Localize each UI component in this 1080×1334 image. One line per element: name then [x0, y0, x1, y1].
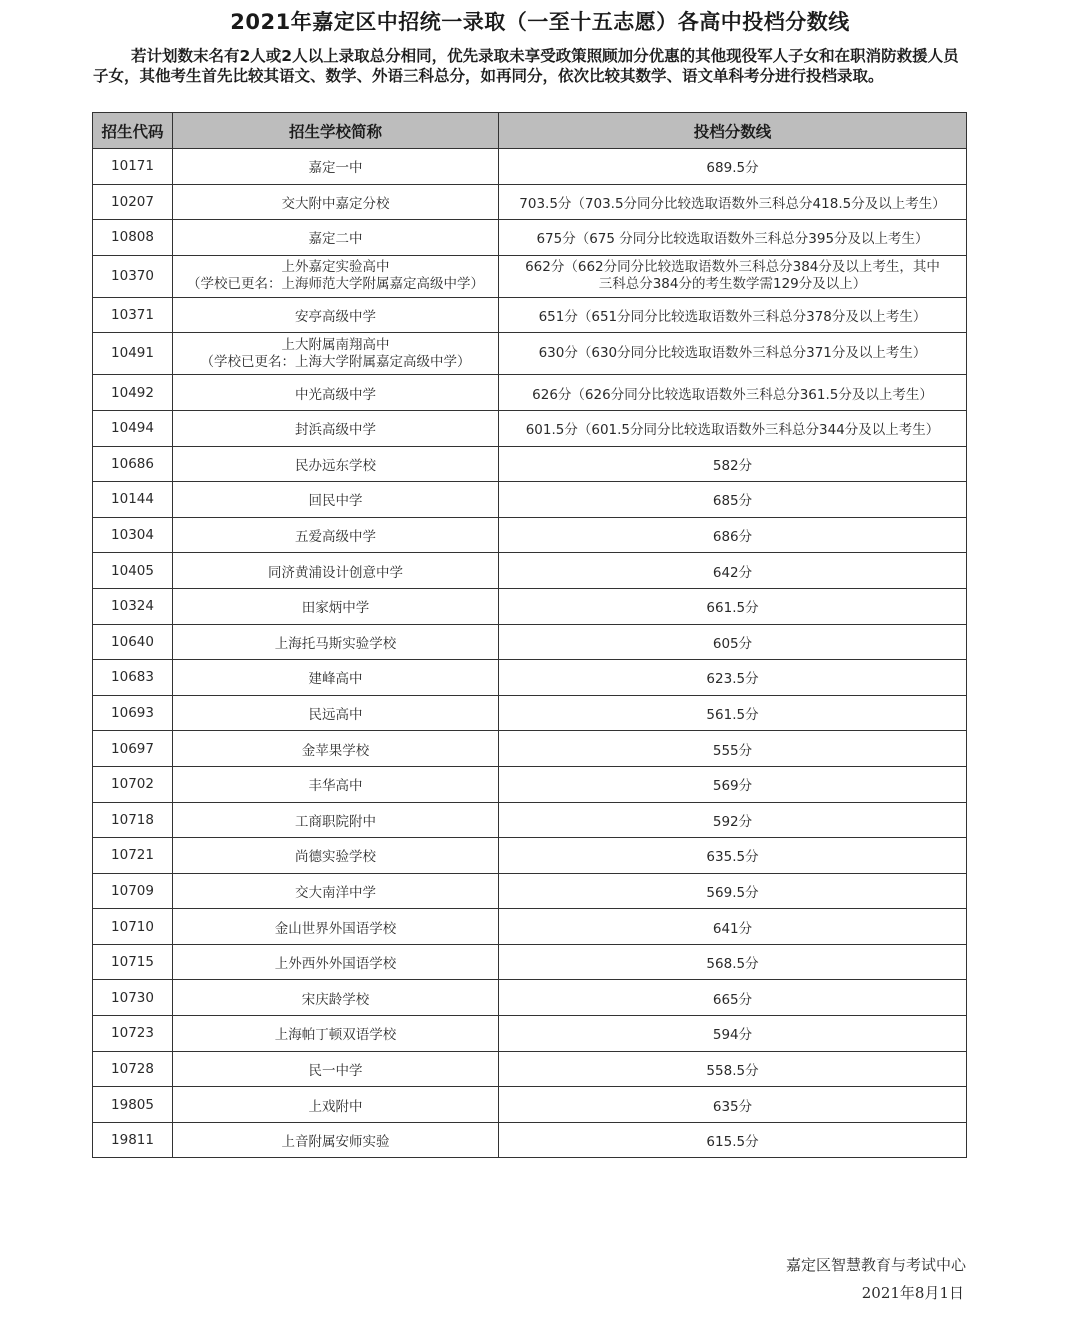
- cutoff-score-cell: [499, 1087, 967, 1123]
- cutoff-score-cell: [499, 909, 967, 945]
- cutoff-score: 641分: [712, 920, 753, 937]
- cutoff-score: 686分: [712, 529, 753, 546]
- cutoff-score-cell: [499, 624, 967, 660]
- table-row: [93, 1122, 967, 1158]
- school-rename-note: （学校已更名：上海师范大学附属嘉定高级中学）: [187, 276, 484, 293]
- school-name: 民一中学: [308, 1062, 363, 1079]
- school-name-cell: [173, 184, 499, 220]
- cutoff-score-cell: [499, 660, 967, 696]
- cutoff-score: 630分（630分同分比较选取语数外三科总分371分及以上考生）: [538, 345, 927, 362]
- school-name: 尚德实验学校: [295, 849, 376, 866]
- school-name-cell: [173, 909, 499, 945]
- school-name-cell: [173, 517, 499, 553]
- school-name-cell: [173, 873, 499, 909]
- school-code-cell: 10207: [93, 184, 173, 220]
- school-name: 上海托马斯实验学校: [274, 635, 397, 652]
- school-code-cell: 10715: [93, 944, 173, 980]
- school-name-cell: [173, 375, 499, 411]
- table-row: [93, 802, 967, 838]
- cutoff-score-cell: [499, 695, 967, 731]
- cutoff-score-cell: [499, 1016, 967, 1052]
- admission-rule-note: 若计划数末名有2人或2人以上录取总分相同，优先录取未享受政策照顾加分优惠的其他现役军人子女和在职消防救援人员子女，其他考生首先比较其语文、数学、外语三科总分，如再同分，依次比较其数学、语文单科考分进行投档录取。: [93, 47, 959, 85]
- school-name-cell: [173, 333, 499, 375]
- table-row: [93, 766, 967, 802]
- school-code-cell: 10808: [93, 220, 173, 256]
- cutoff-score: 635.5分: [706, 849, 759, 866]
- school-code-cell: 10709: [93, 873, 173, 909]
- header-code: 招生代码: [93, 113, 173, 149]
- school-name: 上海帕丁顿双语学校: [274, 1027, 397, 1044]
- school-name-cell: [173, 980, 499, 1016]
- document-title: 2021年嘉定区中招统一录取（一至十五志愿）各高中投档分数线: [230, 10, 850, 34]
- cutoff-score-cell: [499, 1122, 967, 1158]
- school-code-cell: 10405: [93, 553, 173, 589]
- school-code-cell: 10324: [93, 588, 173, 624]
- table-row: [93, 980, 967, 1016]
- cutoff-score-cell: [499, 482, 967, 518]
- table-row: [93, 1016, 967, 1052]
- school-name-cell: [173, 802, 499, 838]
- school-code-cell: 10171: [93, 149, 173, 185]
- school-name: 嘉定二中: [308, 231, 363, 248]
- school-code-cell: 10718: [93, 802, 173, 838]
- issuing-organization: 嘉定区智慧教育与考试中心: [785, 1256, 966, 1274]
- school-name: 上大附属南翔高中: [281, 336, 390, 353]
- table-row: [93, 446, 967, 482]
- table-row: [93, 909, 967, 945]
- cutoff-score: 568.5分: [706, 956, 759, 973]
- school-code-cell: 10697: [93, 731, 173, 767]
- cutoff-score: 605分: [712, 635, 753, 652]
- header-score: 投档分数线: [499, 113, 967, 149]
- school-name: 田家炳中学: [301, 600, 370, 617]
- cutoff-score: 635分: [712, 1098, 753, 1115]
- table-row: [93, 695, 967, 731]
- table-row: [93, 333, 967, 375]
- school-name-cell: [173, 588, 499, 624]
- issue-date: 2021年8月1日: [861, 1284, 964, 1302]
- school-name: 建峰高中: [308, 671, 363, 688]
- school-code-cell: 10144: [93, 482, 173, 518]
- table-row: [93, 410, 967, 446]
- school-name-cell: [173, 297, 499, 333]
- cutoff-score: 623.5分: [706, 671, 759, 688]
- table-row: [93, 1051, 967, 1087]
- table-row: [93, 588, 967, 624]
- cutoff-score-cell: [499, 446, 967, 482]
- school-name-cell: [173, 553, 499, 589]
- school-name: 丰华高中: [308, 778, 363, 795]
- school-name-cell: [173, 695, 499, 731]
- table-body: [93, 149, 967, 1158]
- cutoff-score: 594分: [712, 1027, 753, 1044]
- cutoff-score-cell: [499, 588, 967, 624]
- table-row: [93, 1087, 967, 1123]
- cutoff-score-cell: [499, 1051, 967, 1087]
- table-header-row: [93, 113, 967, 149]
- cutoff-score: 661.5分: [706, 600, 759, 617]
- cutoff-score: 601.5分（601.5分同分比较选取语数外三科总分344分及以上考生）: [525, 422, 940, 439]
- cutoff-score: 651分（651分同分比较选取语数外三科总分378分及以上考生）: [538, 309, 927, 326]
- school-name: 金苹果学校: [301, 742, 370, 759]
- school-code-cell: 10686: [93, 446, 173, 482]
- table-row: [93, 517, 967, 553]
- school-name: 民远高中: [308, 707, 363, 724]
- school-name-cell: [173, 149, 499, 185]
- school-code-cell: 10683: [93, 660, 173, 696]
- school-name-cell: [173, 1051, 499, 1087]
- cutoff-score: 561.5分: [706, 707, 759, 724]
- cutoff-score-cell: [499, 553, 967, 589]
- school-name: 民办远东学校: [295, 457, 376, 474]
- school-name: 上外嘉定实验高中: [281, 259, 390, 276]
- school-name-cell: [173, 766, 499, 802]
- school-name: 嘉定一中: [308, 160, 363, 177]
- cutoff-score-cell: [499, 944, 967, 980]
- school-name-cell: [173, 255, 499, 297]
- school-code-cell: 10304: [93, 517, 173, 553]
- cutoff-score-cell: [499, 802, 967, 838]
- cutoff-score-cell: [499, 766, 967, 802]
- cutoff-score: 675分（675 分同分比较选取语数外三科总分395分及以上考生）: [536, 231, 929, 248]
- table-row: [93, 482, 967, 518]
- cutoff-score-cell: [499, 220, 967, 256]
- cutoff-score: 662分（662分同分比较选取语数外三科总分384分及以上考生，其中: [525, 259, 940, 276]
- cutoff-score: 685分: [712, 493, 753, 510]
- school-code-cell: 10371: [93, 297, 173, 333]
- school-name: 宋庆龄学校: [301, 991, 370, 1008]
- school-name-cell: [173, 731, 499, 767]
- table-row: [93, 553, 967, 589]
- cutoff-score-cell: [499, 255, 967, 297]
- cutoff-score-cell: [499, 149, 967, 185]
- cutoff-score: 592分: [712, 813, 753, 830]
- cutoff-score: 665分: [712, 991, 753, 1008]
- school-name-cell: [173, 660, 499, 696]
- table-row: [93, 838, 967, 874]
- school-name: 同济黄浦设计创意中学: [268, 564, 403, 581]
- school-name-cell: [173, 482, 499, 518]
- school-name: 金山世界外国语学校: [274, 920, 397, 937]
- school-name: 上戏附中: [308, 1098, 363, 1115]
- cutoff-score: 689.5分: [706, 160, 759, 177]
- table-row: [93, 297, 967, 333]
- school-code-cell: 10723: [93, 1016, 173, 1052]
- school-name-cell: [173, 220, 499, 256]
- cutoff-score-cell: [499, 184, 967, 220]
- school-code-cell: 19811: [93, 1122, 173, 1158]
- school-code-cell: 10693: [93, 695, 173, 731]
- cutoff-score-note: 三科总分384分的考生数学需129分及以上）: [598, 276, 867, 293]
- school-code-cell: 10730: [93, 980, 173, 1016]
- cutoff-score-cell: [499, 980, 967, 1016]
- school-name: 五爱高级中学: [295, 529, 376, 546]
- cutoff-score: 569分: [712, 778, 753, 795]
- table-row: [93, 255, 967, 297]
- school-rename-note: （学校已更名：上海大学附属嘉定高级中学）: [200, 353, 471, 370]
- school-name-cell: [173, 838, 499, 874]
- school-code-cell: 19805: [93, 1087, 173, 1123]
- school-name: 安亭高级中学: [295, 309, 376, 326]
- school-code-cell: 10370: [93, 255, 173, 297]
- school-code-cell: 10702: [93, 766, 173, 802]
- school-name-cell: [173, 944, 499, 980]
- school-name-cell: [173, 1016, 499, 1052]
- school-name: 回民中学: [308, 493, 363, 510]
- school-code-cell: 10721: [93, 838, 173, 874]
- table-row: [93, 375, 967, 411]
- cutoff-score: 558.5分: [706, 1062, 759, 1079]
- table-row: [93, 873, 967, 909]
- school-code-cell: 10710: [93, 909, 173, 945]
- cutoff-score-cell: [499, 517, 967, 553]
- cutoff-score: 615.5分: [706, 1134, 759, 1151]
- table-row: [93, 624, 967, 660]
- cutoff-score: 569.5分: [706, 884, 759, 901]
- cutoff-score-table: [92, 112, 967, 1158]
- school-code-cell: 10728: [93, 1051, 173, 1087]
- cutoff-score: 582分: [712, 457, 753, 474]
- cutoff-score: 626分（626分同分比较选取语数外三科总分361.5分及以上考生）: [532, 386, 933, 403]
- school-code-cell: 10492: [93, 375, 173, 411]
- school-name-cell: [173, 410, 499, 446]
- table-row: [93, 731, 967, 767]
- school-name: 工商职院附中: [295, 813, 376, 830]
- table-row: [93, 944, 967, 980]
- cutoff-score: 642分: [712, 564, 753, 581]
- table-row: [93, 184, 967, 220]
- school-name-cell: [173, 1122, 499, 1158]
- cutoff-score-cell: [499, 297, 967, 333]
- school-code-cell: 10491: [93, 333, 173, 375]
- table-row: [93, 220, 967, 256]
- table-row: [93, 660, 967, 696]
- cutoff-score-cell: [499, 375, 967, 411]
- school-code-cell: 10494: [93, 410, 173, 446]
- school-name-cell: [173, 446, 499, 482]
- school-name-cell: [173, 1087, 499, 1123]
- header-school: 招生学校简称: [173, 113, 499, 149]
- school-name: 封浜高级中学: [295, 422, 376, 439]
- school-code-cell: 10640: [93, 624, 173, 660]
- table-row: [93, 149, 967, 185]
- school-name: 交大附中嘉定分校: [281, 195, 390, 212]
- cutoff-score: 555分: [712, 742, 753, 759]
- cutoff-score-cell: [499, 333, 967, 375]
- cutoff-score-cell: [499, 410, 967, 446]
- school-name: 上音附属安师实验: [281, 1134, 390, 1151]
- school-name: 中光高级中学: [295, 386, 376, 403]
- cutoff-score-cell: [499, 838, 967, 874]
- cutoff-score-cell: [499, 873, 967, 909]
- school-name: 上外西外外国语学校: [274, 956, 397, 973]
- cutoff-score: 703.5分（703.5分同分比较选取语数外三科总分418.5分及以上考生）: [519, 195, 946, 212]
- cutoff-score-cell: [499, 731, 967, 767]
- school-name-cell: [173, 624, 499, 660]
- school-name: 交大南洋中学: [295, 884, 376, 901]
